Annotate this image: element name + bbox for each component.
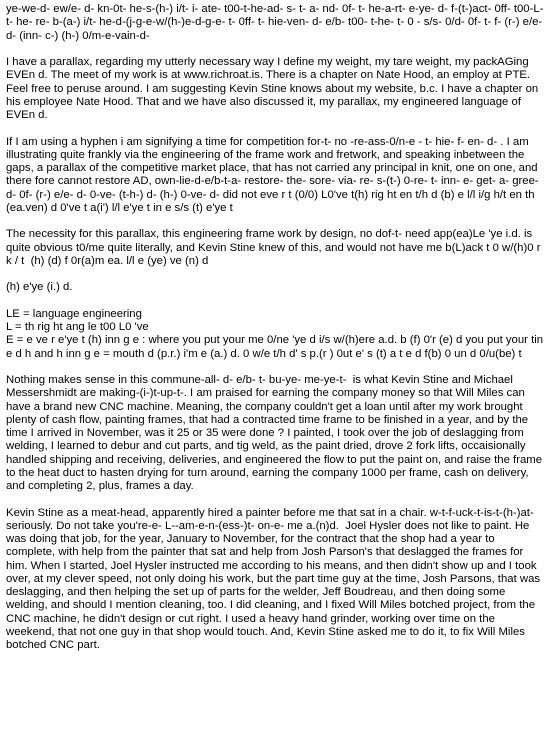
paragraph-nothing-makes-sense: Nothing makes sense in this commune-all- d- e/b- t- bu-ye- me-ye-t- is what Kevin Stine and Michael Messershmidt are making-(i-)t-up-t-. I am praised for earning the company money so that Will Miles can have a brand new CNC machine. Meaning, the company couldn't get a loan until after my work brought plenty of cash flow, painting frames, that had a contracted time frame to be finished in a year, and by the time I arrived in November, was it 25 or 35 were done ? I painted, I took over the job of deslagging from welding, I learned to debur and cut parts, and tig weld, as the paint dried, drove 2 fork lifts, occaisionally handled shipping and receiving, deliveries, and engineered the flow to put the paint on, and raise the frame to the heat duct to hasten drying for turn around, earning the company 1000 per frame, cash on delivery, and completing 2, plus, frames a day.	[6, 374, 546, 492]
paragraph-parallax-website: I have a parallax, regarding my utterly necessary way I define my weight, my tare weight, my packAGing EVEn d. The meet of my work is at www.richroat.is. There is a chapter on Nate Hood, an employ at PTE. Feel free to peruse around. I am suggesting Kevin Stine knows about my website, b.c. I have a chapter on his employee Nate Hood. That and we have also discussed it, my parallax, my engineered language of EVEn d.	[6, 56, 542, 121]
paragraph-definitions: LE = language engineering L = th rig ht ang le t00 L0 've E = e ve r e'ye t (h) inn g e : where you put your me 0/ne 'ye d i/s w/(h)ere a.d. b (f) 0'r (e) d you put your tin e d h and h inn g e = mouth d (p.r.) i'm e (a.) d. 0 w/e t/h d' s p.(r ) 0ut e' s (t) a t e d f(b) 0 un d 0/u(be) t	[6, 307, 544, 360]
paragraph-intro-hyphenated: ye-we-d- ew/e- d- kn-0t- he-s-(h-) i/t- i- ate- t00-t-he-ad- s- t- a- nd- 0f- t- he-a-rt- e-ye- d- f-(t-)act- 0ff- t00-L- t- he- re- b-(a-) i/t- he-d-(j-g-e-w/(h-)e-d-g-e- t- 0ff- t- hie-ven- d- e/b- t00- t-he- t- 0 - s/s- 0/d- 0f- t- f- (r-) e/e- d- (inn- c-) (h-) 0/m-e-vain-d-	[6, 3, 547, 42]
paragraph-necessity: The necessity for this parallax, this engineering frame work by design, no dof-t- need app(ea)Le 'ye i.d. is quite obvious t0/me quite literally, and Kevin Stine knew of this, and would not have me b(L)ack t 0 w/(h)0 r k / t (h) (d) f 0r(a)m ea. l/l e (ye) ve (n) d	[6, 228, 544, 267]
document-body	[6, 3, 546, 666]
paragraph-hyphen-meaning: If I am using a hyphen i am signifying a time for competition for-t- no -re-ass-0/n-e - t- hie- f- en- d- . I am illustrating quite frankly via the engineering of the frame work and fretwork, and speaking inbetween the gaps, a parallax of the competitive market place, that has not carried any principal in knit, one on one, and there fore cannot restore AD, own-lie-d-e/b-t-a- restore- the- sore- via- re- s-(t-) 0-re- t- inn- e- get- a- gree- d- 0f- (r-) e/e- d- 0-ve- (t-h-) d- (h-) 0-ve- d- did not eve r t (0/0) L0've t(h) rig ht en t/h d (b) e l/l i/g h/t en th (ea.ven) d 0've t a(i') l/l e'ye t in e s/s (t) e'ye t	[6, 135, 542, 214]
paragraph-meat-head: Kevin Stine as a meat-head, apparently hired a painter before me that sat in a chair. w-t-f-uck-t-is-t-(h-)at- seriously. Do not take you're-e- L--am-e-n-(ess-)t- on-e- me a.(n)d. Joel Hysler does not like to paint. He was doing that job, for the year, January to November, for the contract that the shop had a year to complete, with help from the painter that sat and help from Josh Parson's that deslagged the frames for him. When I started, Joel Hysler instructed me according to his means, and then didn't show up and I took over, at my clever speed, not only doing his work, but the part time guy at the time, Josh Parsons, that was deslagging, and then helping the set up of parts for the welder, Jeff Boudreau, and then doing some welding, and should I mention cleaning, too. I did cleaning, and I fixed Will Miles botched project, from the CNC machine, he didn't design or cut right. I used a heavy hand grinder, working over time on the weekend, that not one guy in that shop would touch. And, Kevin Stine asked me to do it, to fix Will Miles botched CNC part.	[6, 506, 544, 651]
paragraph-short-line: (h) e'ye (i.) d.	[6, 281, 73, 294]
